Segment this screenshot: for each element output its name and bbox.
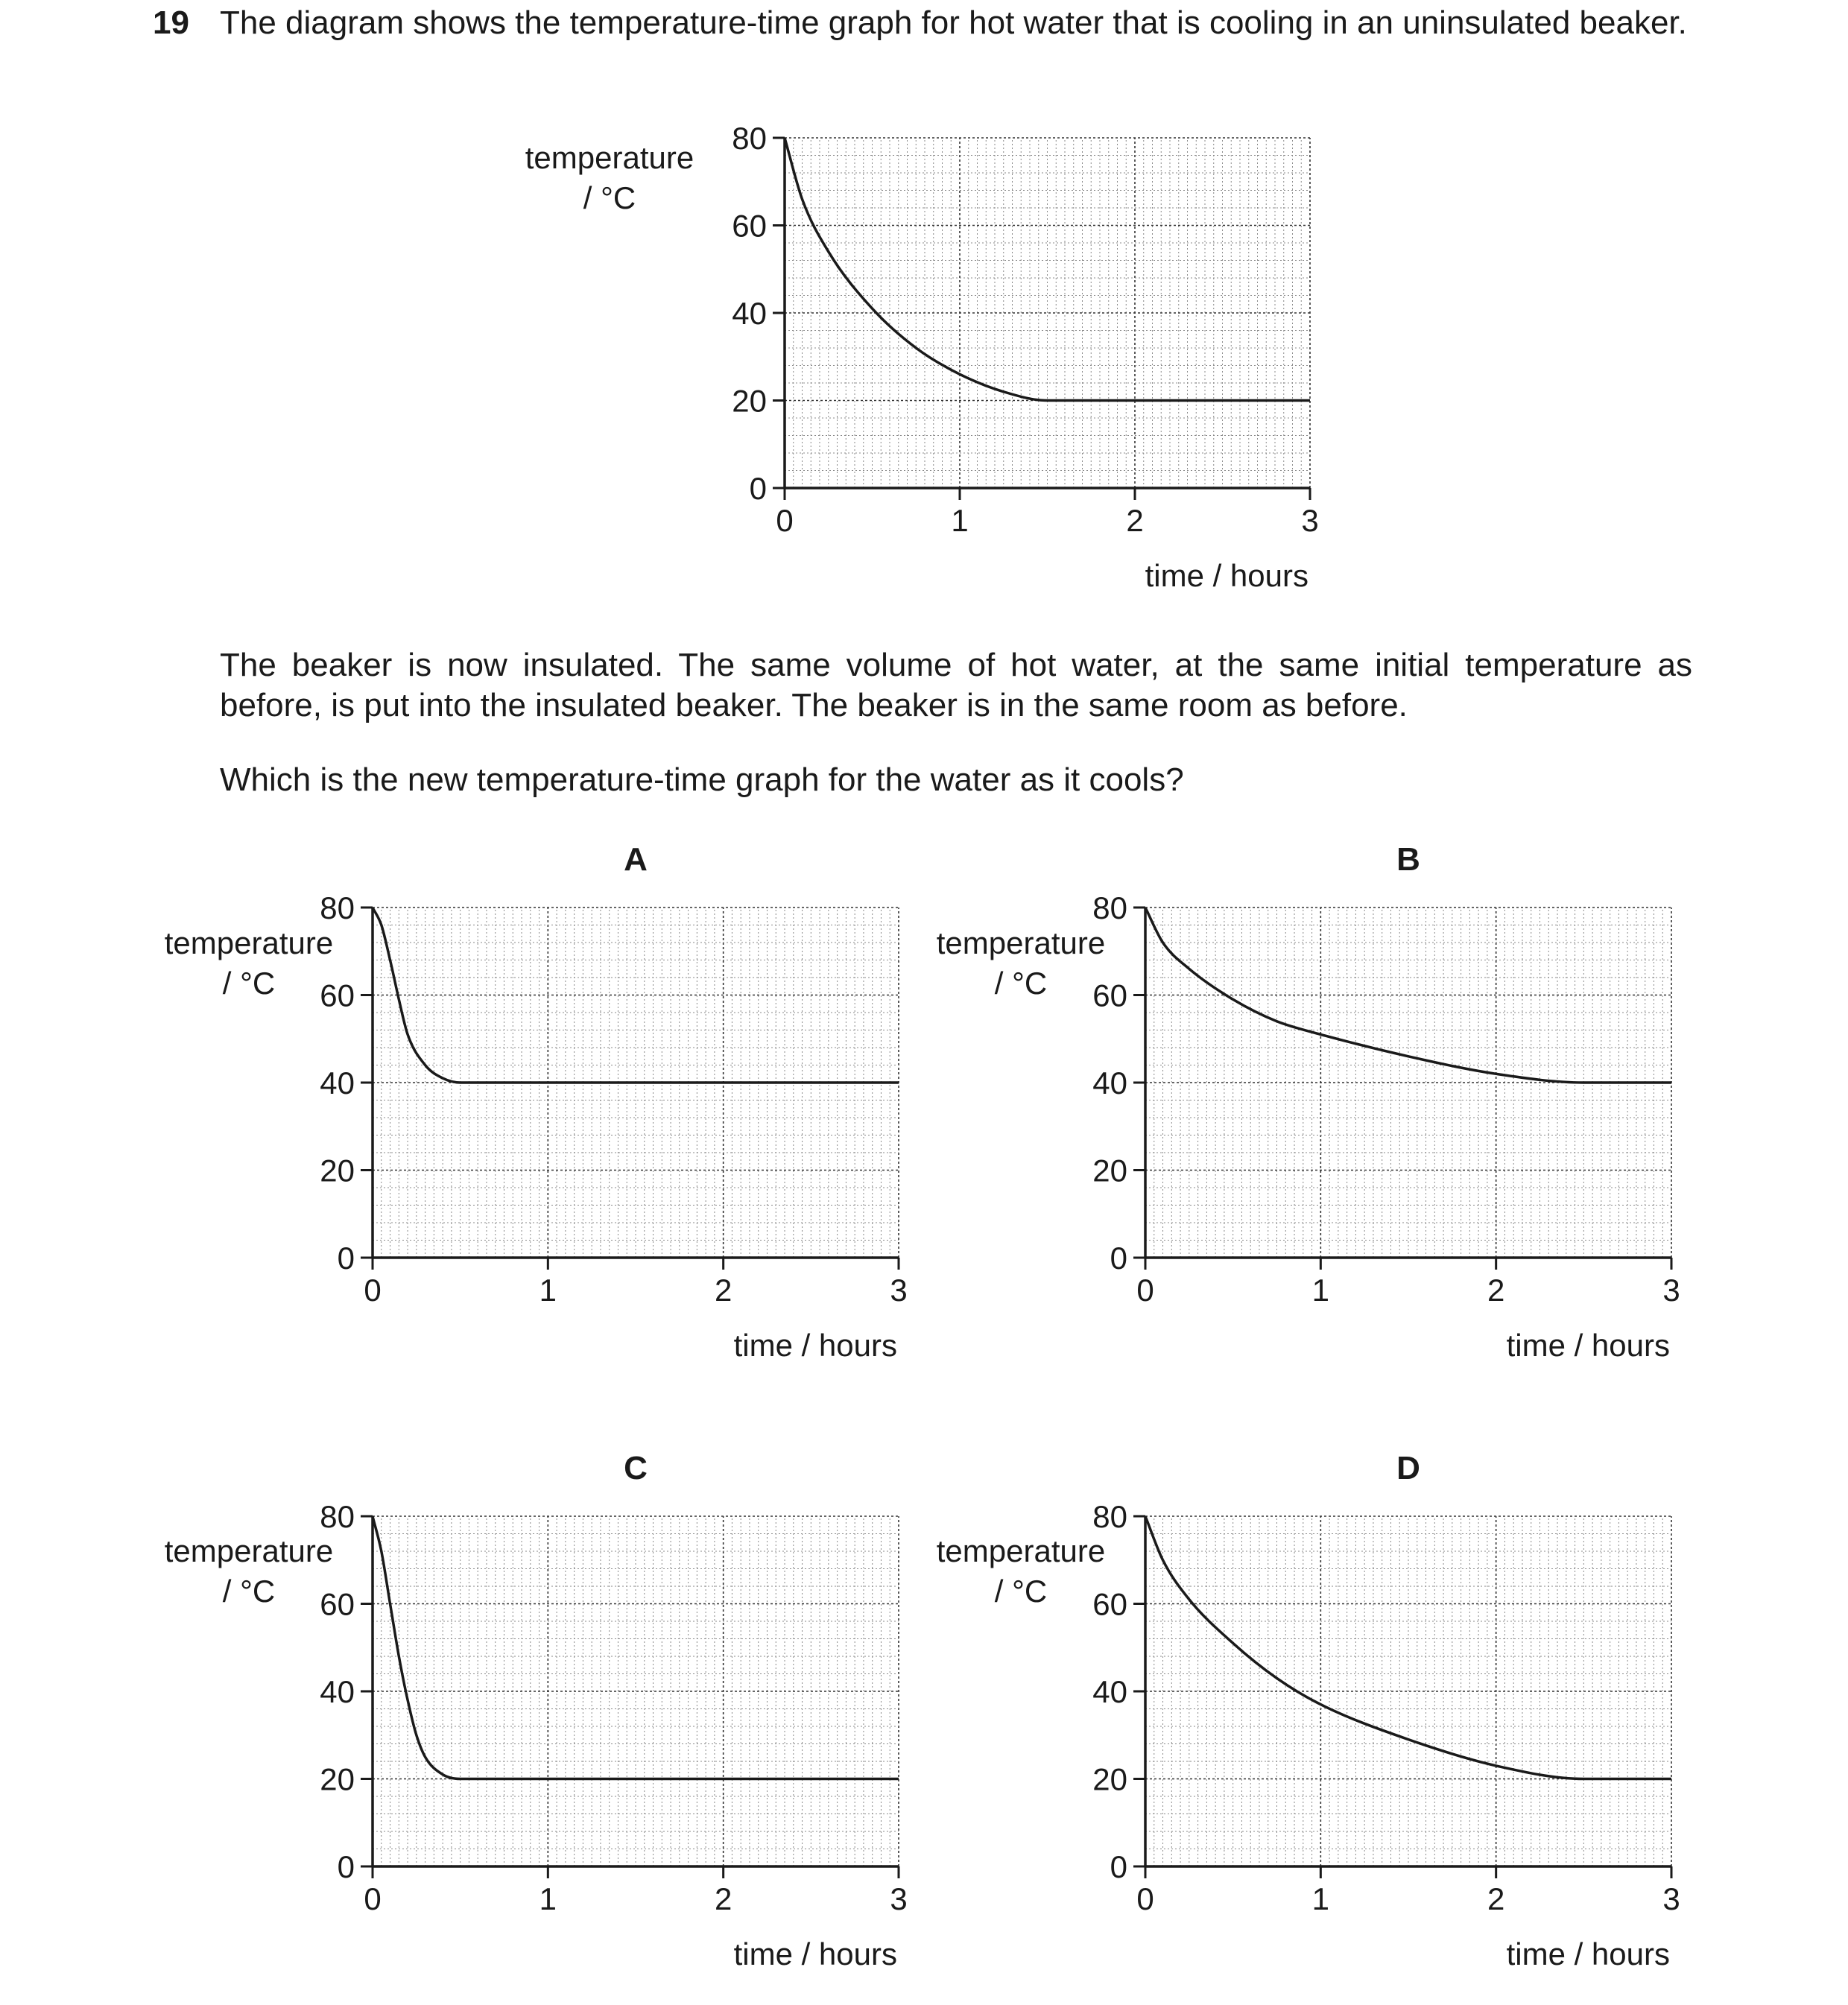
y-tick-label: 60 [1092,978,1127,1013]
y-tick-label: 80 [732,121,767,156]
y-axis-label: temperature [936,1533,1106,1568]
option-label: C [624,1450,648,1486]
y-axis-unit: / °C [994,1574,1048,1609]
y-tick-label: 80 [320,1499,355,1534]
y-tick-label: 0 [1110,1849,1127,1884]
chart-B [937,841,1680,1363]
chart-main [525,121,1319,593]
y-axis-label: temperature [164,925,334,960]
x-axis-label: time / hours [1506,1328,1670,1363]
y-tick-label: 40 [732,296,767,331]
y-tick-label: 40 [1092,1065,1127,1100]
y-tick-label: 80 [320,890,355,925]
y-tick-label: 0 [337,1849,355,1884]
question-prompt: Which is the new temperature-time graph for the water as it cools? [220,761,1184,798]
y-tick-label: 0 [337,1241,355,1276]
option-label: A [624,841,648,878]
question-insulated-text: The beaker is now insulated. The same volume of hot water, at the same initial temperature as before, is put into the insulated beaker. The beaker is in the same room as before. [220,647,1692,723]
y-tick-label: 60 [320,978,355,1013]
x-tick-label: 1 [539,1273,557,1308]
x-tick-label: 0 [1136,1273,1154,1308]
x-tick-label: 3 [890,1273,908,1308]
y-tick-label: 20 [732,383,767,419]
x-tick-label: 0 [364,1273,382,1308]
x-tick-label: 3 [1662,1881,1680,1916]
y-tick-label: 40 [320,1674,355,1709]
y-tick-label: 20 [1092,1153,1127,1188]
y-tick-label: 80 [1092,1499,1127,1534]
y-axis-unit: / °C [994,966,1048,1001]
y-tick-label: 60 [732,208,767,244]
x-tick-label: 2 [1487,1273,1505,1308]
y-tick-label: 20 [320,1761,355,1797]
x-tick-label: 3 [1301,503,1319,538]
x-tick-label: 0 [364,1881,382,1916]
x-tick-label: 0 [776,503,794,538]
option-label: D [1396,1450,1420,1486]
x-axis-label: time / hours [733,1328,897,1363]
y-tick-label: 40 [320,1065,355,1100]
y-tick-label: 60 [1092,1586,1127,1622]
y-axis-unit: / °C [583,180,636,215]
question-intro: The diagram shows the temperature-time graph for hot water that is cooling in an uninsulated beaker. [220,4,1687,41]
chart-C [165,1450,908,1971]
x-tick-label: 2 [714,1273,732,1308]
y-axis-unit: / °C [222,1574,276,1609]
x-tick-label: 2 [1126,503,1144,538]
x-tick-label: 1 [1311,1273,1330,1308]
x-tick-label: 2 [714,1881,732,1916]
x-axis-label: time / hours [1145,558,1309,593]
y-tick-label: 0 [749,471,767,506]
x-tick-label: 2 [1487,1881,1505,1916]
y-axis-label: temperature [164,1533,334,1568]
y-axis-label: temperature [936,925,1106,960]
y-tick-label: 0 [1110,1241,1127,1276]
y-tick-label: 80 [1092,890,1127,925]
y-tick-label: 60 [320,1586,355,1622]
x-tick-label: 3 [1662,1273,1680,1308]
x-tick-label: 1 [951,503,969,538]
chart-D [937,1450,1680,1971]
option-label: B [1396,841,1420,878]
x-tick-label: 3 [890,1881,908,1916]
x-tick-label: 1 [539,1881,557,1916]
y-tick-label: 40 [1092,1674,1127,1709]
question-number: 19 [153,4,189,41]
y-tick-label: 20 [1092,1761,1127,1797]
y-axis-unit: / °C [222,966,276,1001]
y-tick-label: 20 [320,1153,355,1188]
x-tick-label: 0 [1136,1881,1154,1916]
x-axis-label: time / hours [1506,1936,1670,1971]
x-tick-label: 1 [1311,1881,1330,1916]
y-axis-label: temperature [525,140,694,175]
x-axis-label: time / hours [733,1936,897,1971]
chart-A [165,841,908,1363]
